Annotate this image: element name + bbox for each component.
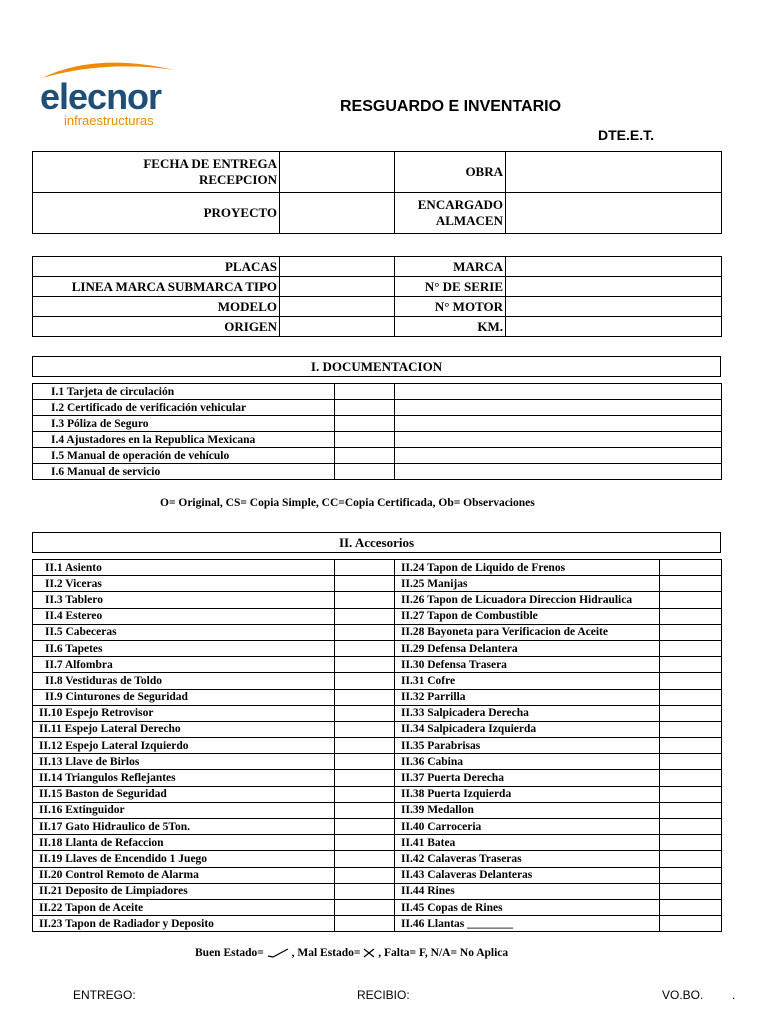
accessory-status-field[interactable] <box>335 705 395 721</box>
logo-word: elecnor <box>40 76 162 117</box>
accessory-item: II.30 Defensa Trasera <box>395 657 660 673</box>
proyecto-field[interactable] <box>280 193 395 234</box>
document-status-field[interactable] <box>335 448 395 464</box>
vehicle-field[interactable] <box>280 277 395 297</box>
accessory-item: II.15 Baston de Seguridad <box>33 786 335 802</box>
table-row <box>33 883 722 899</box>
header-table <box>32 151 722 234</box>
accessory-item: II.2 Viceras <box>33 576 335 592</box>
table-row <box>33 576 722 592</box>
fecha-label-line1: FECHA DE ENTREGA <box>143 156 277 171</box>
document-item: I.2 Certificado de verificación vehicular <box>33 400 335 416</box>
accessory-item: II.18 Llanta de Refaccion <box>33 835 335 851</box>
encargado-label-line2: ALMACEN <box>435 213 503 228</box>
legend-other-label: , Falta= F, N/A= No Aplica <box>378 947 509 959</box>
document-status-field[interactable] <box>335 432 395 448</box>
table-row <box>33 770 722 786</box>
table-row <box>33 738 722 754</box>
accessory-status-field[interactable] <box>660 916 722 932</box>
accessory-item: II.11 Espejo Lateral Derecho <box>33 721 335 737</box>
accessory-status-field[interactable] <box>660 738 722 754</box>
accessory-item: II.9 Cinturones de Seguridad <box>33 689 335 705</box>
accessory-item: II.10 Espejo Retrovisor <box>33 705 335 721</box>
cross-icon <box>363 948 375 958</box>
vehicle-label: KM. <box>395 317 506 337</box>
accessory-item: II.31 Cofre <box>395 673 660 689</box>
accessory-item: II.14 Triangulos Reflejantes <box>33 770 335 786</box>
vehicle-field[interactable] <box>506 277 722 297</box>
vehicle-field[interactable] <box>280 257 395 277</box>
accessory-item: II.41 Batea <box>395 835 660 851</box>
accessory-status-field[interactable] <box>660 640 722 656</box>
accessory-status-field[interactable] <box>660 576 722 592</box>
accessory-item: II.43 Calaveras Delanteras <box>395 867 660 883</box>
fecha-field[interactable] <box>280 152 395 193</box>
table-row <box>33 867 722 883</box>
document-notes-field[interactable] <box>395 448 722 464</box>
proyecto-label: PROYECTO <box>33 193 280 234</box>
accessory-item: II.42 Calaveras Traseras <box>395 851 660 867</box>
document-notes-field[interactable] <box>395 400 722 416</box>
page-title: RESGUARDO E INVENTARIO <box>340 98 562 115</box>
documentacion-legend: O= Original, CS= Copia Simple, CC=Copia Certificada, Ob= Observaciones <box>160 497 535 509</box>
accessory-status-field[interactable] <box>660 657 722 673</box>
accessory-status-field[interactable] <box>335 883 395 899</box>
recibio-label: RECIBIO: <box>357 988 410 1002</box>
accessory-item: II.21 Deposito de Limpiadores <box>33 883 335 899</box>
accessory-status-field[interactable] <box>335 916 395 932</box>
accessory-item: II.8 Vestiduras de Toldo <box>33 673 335 689</box>
accessory-status-field[interactable] <box>335 608 395 624</box>
document-notes-field[interactable] <box>395 432 722 448</box>
table-row <box>33 193 722 234</box>
vobo-label: VO.BO. <box>662 988 704 1002</box>
table-row <box>33 899 722 915</box>
table-row <box>33 297 722 317</box>
accessory-status-field[interactable] <box>335 592 395 608</box>
obra-label: OBRA <box>395 152 506 193</box>
vehicle-field[interactable] <box>506 257 722 277</box>
document-status-field[interactable] <box>335 416 395 432</box>
fecha-label-line2: RECEPCION <box>198 172 277 187</box>
table-row <box>33 416 722 432</box>
accessory-status-field[interactable] <box>335 576 395 592</box>
accessory-item: II.38 Puerta Izquierda <box>395 786 660 802</box>
document-notes-field[interactable] <box>395 464 722 480</box>
checkmark-icon <box>267 948 289 958</box>
trailing-dot: . <box>732 988 736 1002</box>
documentacion-table <box>32 383 722 480</box>
accessory-item: II.32 Parrilla <box>395 689 660 705</box>
accessory-item: II.26 Tapon de Licuadora Direccion Hidraulica <box>395 592 660 608</box>
accessory-item: II.1 Asiento <box>33 560 335 576</box>
table-row <box>33 851 722 867</box>
accessory-status-field[interactable] <box>335 851 395 867</box>
accesorios-title: II. Accesorios <box>32 532 721 553</box>
accessory-status-field[interactable] <box>335 835 395 851</box>
table-row <box>33 384 722 400</box>
accessory-status-field[interactable] <box>335 640 395 656</box>
table-row <box>33 624 722 640</box>
accessory-item: II.24 Tapon de Liquido de Frenos <box>395 560 660 576</box>
table-row <box>33 835 722 851</box>
documentacion-title: I. DOCUMENTACION <box>32 356 721 377</box>
document-notes-field[interactable] <box>395 416 722 432</box>
accessory-status-field[interactable] <box>660 754 722 770</box>
vehicle-label: LINEA MARCA SUBMARCA TIPO <box>33 277 280 297</box>
accessory-status-field[interactable] <box>660 689 722 705</box>
accessory-status-field[interactable] <box>335 689 395 705</box>
accessory-item: II.44 Rines <box>395 883 660 899</box>
document-status-field[interactable] <box>335 400 395 416</box>
table-row <box>33 786 722 802</box>
document-status-field[interactable] <box>335 384 395 400</box>
table-row <box>33 802 722 818</box>
table-row <box>33 277 722 297</box>
accessory-status-field[interactable] <box>660 819 722 835</box>
accessory-item: II.22 Tapon de Aceite <box>33 899 335 915</box>
fecha-label <box>33 152 280 193</box>
vehicle-table <box>32 256 722 337</box>
vehicle-field[interactable] <box>280 317 395 337</box>
accessory-item: II.25 Manijas <box>395 576 660 592</box>
document-status-field[interactable] <box>335 464 395 480</box>
table-row <box>33 400 722 416</box>
table-row <box>33 464 722 480</box>
table-row <box>33 754 722 770</box>
table-row <box>33 317 722 337</box>
entrego-label: ENTREGO: <box>73 988 136 1002</box>
vehicle-label: MARCA <box>395 257 506 277</box>
accessory-item: II.4 Estereo <box>33 608 335 624</box>
table-row <box>33 721 722 737</box>
table-row <box>33 640 722 656</box>
accessory-item: II.13 Llave de Birlos <box>33 754 335 770</box>
document-item: I.5 Manual de operación de vehículo <box>33 448 335 464</box>
accessory-item: II.40 Carroceria <box>395 819 660 835</box>
logo-subtitle: infraestructuras <box>64 113 154 128</box>
accessory-status-field[interactable] <box>660 721 722 737</box>
accessory-status-field[interactable] <box>660 608 722 624</box>
accessory-item: II.7 Alfombra <box>33 657 335 673</box>
table-row <box>33 448 722 464</box>
encargado-label-line1: ENCARGADO <box>417 197 503 212</box>
accessory-status-field[interactable] <box>335 819 395 835</box>
accessory-item: II.16 Extinguidor <box>33 802 335 818</box>
accessory-item: II.29 Defensa Delantera <box>395 640 660 656</box>
accesorios-table <box>32 559 722 932</box>
table-row <box>33 819 722 835</box>
table-row <box>33 916 722 932</box>
accessory-status-field[interactable] <box>660 851 722 867</box>
document-notes-field[interactable] <box>395 384 722 400</box>
accessory-status-field[interactable] <box>660 786 722 802</box>
table-row <box>33 705 722 721</box>
obra-field[interactable] <box>506 152 722 193</box>
table-row <box>33 560 722 576</box>
accessory-item: II.12 Espejo Lateral Izquierdo <box>33 738 335 754</box>
accessory-item: II.19 Llaves de Encendido 1 Juego <box>33 851 335 867</box>
vehicle-label: N° DE SERIE <box>395 277 506 297</box>
accessory-item: II.39 Medallon <box>395 802 660 818</box>
table-row <box>33 608 722 624</box>
table-row <box>33 432 722 448</box>
document-code: DTE.E.T. <box>598 127 655 143</box>
table-row <box>33 592 722 608</box>
accessory-item: II.6 Tapetes <box>33 640 335 656</box>
vehicle-label: ORIGEN <box>33 317 280 337</box>
document-item: I.3 Póliza de Seguro <box>33 416 335 432</box>
accessory-status-field[interactable] <box>335 560 395 576</box>
accessory-status-field[interactable] <box>660 705 722 721</box>
accessory-status-field[interactable] <box>335 802 395 818</box>
accessory-status-field[interactable] <box>660 624 722 640</box>
document-item: I.4 Ajustadores en la Republica Mexicana <box>33 432 335 448</box>
accessory-item: II.28 Bayoneta para Verificacion de Aceite <box>395 624 660 640</box>
vehicle-field[interactable] <box>280 297 395 317</box>
legend-good-label: Buen Estado= <box>195 947 264 959</box>
accessory-status-field[interactable] <box>335 754 395 770</box>
legend-bad-label: , Mal Estado= <box>291 947 361 959</box>
accessory-status-field[interactable] <box>335 770 395 786</box>
accessory-status-field[interactable] <box>660 770 722 786</box>
accessory-status-field[interactable] <box>660 883 722 899</box>
vehicle-label: PLACAS <box>33 257 280 277</box>
encargado-field[interactable] <box>506 193 722 234</box>
accessory-status-field[interactable] <box>335 624 395 640</box>
accessory-item: II.20 Control Remoto de Alarma <box>33 867 335 883</box>
accessory-status-field[interactable] <box>335 899 395 915</box>
accessory-item: II.3 Tablero <box>33 592 335 608</box>
accessory-status-field[interactable] <box>335 867 395 883</box>
accessory-item: II.27 Tapon de Combustible <box>395 608 660 624</box>
table-row <box>33 673 722 689</box>
table-row <box>33 689 722 705</box>
accessory-status-field[interactable] <box>335 657 395 673</box>
accessory-status-field[interactable] <box>335 673 395 689</box>
vehicle-field[interactable] <box>506 297 722 317</box>
accessory-status-field[interactable] <box>660 899 722 915</box>
accessory-item: II.17 Gato Hidraulico de 5Ton. <box>33 819 335 835</box>
document-item: I.1 Tarjeta de circulación <box>33 384 335 400</box>
accessory-item: II.5 Cabeceras <box>33 624 335 640</box>
document-item: I.6 Manual de servicio <box>33 464 335 480</box>
accessory-item: II.45 Copas de Rines <box>395 899 660 915</box>
accessory-item: II.36 Cabina <box>395 754 660 770</box>
accessory-status-field[interactable] <box>660 592 722 608</box>
accessory-item: II.33 Salpicadera Derecha <box>395 705 660 721</box>
encargado-label <box>395 193 506 234</box>
vehicle-label: MODELO <box>33 297 280 317</box>
elecnor-logo <box>36 58 186 130</box>
accessory-status-field[interactable] <box>660 867 722 883</box>
accesorios-legend <box>195 947 508 959</box>
table-row <box>33 257 722 277</box>
accessory-item: II.35 Parabrisas <box>395 738 660 754</box>
vehicle-label: N° MOTOR <box>395 297 506 317</box>
accessory-status-field[interactable] <box>660 835 722 851</box>
accessory-status-field[interactable] <box>660 560 722 576</box>
accessory-status-field[interactable] <box>335 721 395 737</box>
vehicle-field[interactable] <box>506 317 722 337</box>
accessory-item: II.23 Tapon de Radiador y Deposito <box>33 916 335 932</box>
accessory-status-field[interactable] <box>335 738 395 754</box>
accessory-item: II.34 Salpicadera Izquierda <box>395 721 660 737</box>
accessory-item: II.37 Puerta Derecha <box>395 770 660 786</box>
accessory-item: II.46 Llantas ________ <box>395 916 660 932</box>
table-row <box>33 657 722 673</box>
table-row <box>33 152 722 193</box>
accessory-status-field[interactable] <box>660 802 722 818</box>
accessory-status-field[interactable] <box>335 786 395 802</box>
accessory-status-field[interactable] <box>660 673 722 689</box>
